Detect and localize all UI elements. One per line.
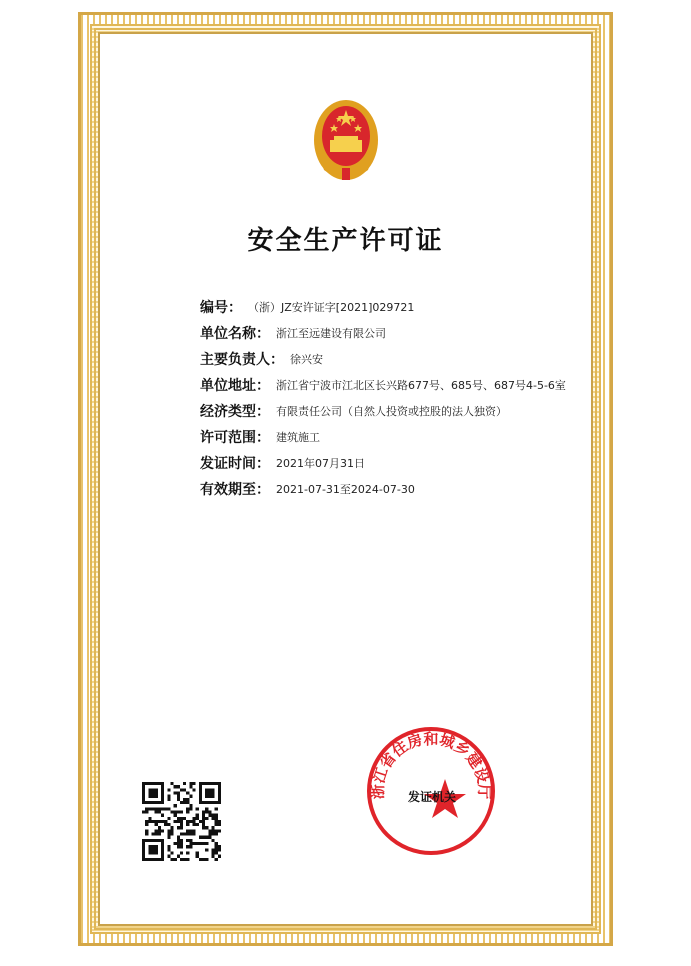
field-value: 浙江省宁波市江北区长兴路677号、685号、687号4-5-6室 xyxy=(276,379,566,392)
field-value: 2021年07月31日 xyxy=(276,457,365,470)
field-label: 许可范围： xyxy=(200,430,270,446)
field-value: 有限责任公司（自然人投资或控股的法人独资） xyxy=(276,405,507,418)
field-row-company-name xyxy=(200,320,560,346)
field-row-scope xyxy=(200,424,560,450)
field-value: 建筑施工 xyxy=(276,431,320,444)
field-row-number xyxy=(200,294,560,320)
field-label: 编号： xyxy=(200,300,242,316)
field-row-issue-date xyxy=(200,450,560,476)
field-value: 徐兴安 xyxy=(290,353,323,366)
field-row-validity xyxy=(200,476,560,502)
certificate-info-list xyxy=(200,294,566,502)
field-row-address xyxy=(200,372,566,398)
field-value: （浙）JZ安许证字[2021]029721 xyxy=(248,301,415,314)
field-value: 浙江至远建设有限公司 xyxy=(276,327,386,340)
field-row-principal xyxy=(200,346,560,372)
field-label: 单位名称： xyxy=(200,326,270,342)
field-label: 主要负责人： xyxy=(200,352,284,368)
qr-code-icon xyxy=(142,782,221,861)
issuer-label: 发证机关 xyxy=(408,790,457,804)
field-label: 发证时间： xyxy=(200,456,270,472)
certificate-title: 安全生产许可证 xyxy=(247,226,444,256)
field-value: 2021-07-31至2024-07-30 xyxy=(276,483,415,496)
field-label: 经济类型： xyxy=(200,404,270,420)
field-label: 有效期至： xyxy=(200,482,270,498)
field-row-economic-type xyxy=(200,398,560,424)
field-label: 单位地址： xyxy=(200,378,270,394)
seal-text: 浙江省住房和城乡建设厅 xyxy=(368,729,494,800)
national-emblem-icon xyxy=(312,96,380,184)
